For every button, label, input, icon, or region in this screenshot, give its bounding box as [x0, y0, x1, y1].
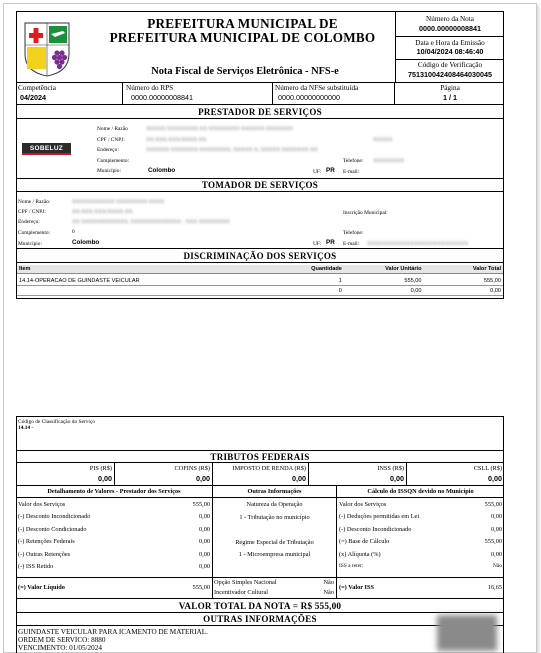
municipal-crest: [17, 20, 77, 78]
regime-label: Regime Especial de Tributação: [235, 539, 314, 546]
detalhamento-list: [18, 501, 210, 575]
outras-info-line-2: ORDEM DE SERVICO: 8880: [18, 636, 106, 644]
nfse-substituida-value: 0000.00000000000: [278, 93, 340, 102]
services-table-header: [17, 265, 503, 274]
header-title-line2: PREFEITURA MUNICIPAL DE COLOMBO: [109, 30, 376, 45]
table-cell: [17, 286, 291, 296]
codigo-verificacao-value: 751310042408464030045: [408, 70, 492, 79]
pagina-value: 1 / 1: [443, 93, 457, 102]
list-item: [339, 563, 502, 575]
detalhamento-value: 0,00: [198, 525, 210, 533]
tributos-bottom-border: [16, 485, 504, 486]
services-col-quantidade: Quantidade: [291, 265, 344, 274]
prestador-nome-value: XXXXX XXXXXXXX XX XXXXXXXX XXXXXX XXXXXXX: [146, 126, 293, 132]
tomador-cpf-label: CPF / CNPJ:: [18, 209, 46, 215]
prestador-inscricao-value: XXXXX: [373, 137, 393, 143]
issqn-label: ISS a reter:: [339, 562, 364, 569]
tributos-top-border: [16, 450, 504, 451]
issqn-value: 0,00: [490, 550, 502, 558]
detalhamento-value: 0,00: [198, 538, 210, 546]
tributos-title-border: [16, 462, 504, 463]
prestador-email-label: E-mail:: [343, 169, 360, 175]
prestador-cpf-value: XX.XXX.XXX/XXXX-XX: [146, 137, 207, 143]
valor-liquido-label: (=) Valor Líquido: [18, 584, 65, 591]
issqn-title: Cálculo do ISSQN devido no Município: [367, 488, 474, 495]
simples-value: Não: [323, 579, 334, 586]
details-bottom-border: [16, 598, 504, 599]
table-cell: 555,00: [344, 274, 424, 286]
incentivador-value: Não: [323, 589, 334, 596]
detalhamento-label: (-) ISS Retido: [18, 562, 54, 570]
imposto-renda-value: 0,00: [292, 474, 306, 483]
numero-rps-value: 0000.00000008841: [131, 93, 193, 102]
competencia-label: Competência: [18, 84, 56, 92]
detalhamento-label: (-) Retenções Federais: [18, 538, 75, 546]
prestador-logo: [22, 143, 71, 155]
header-divider-2: [395, 59, 504, 60]
issqn-value: 555,00: [484, 501, 502, 508]
liquido-divider: [16, 577, 212, 578]
list-item: [339, 513, 502, 525]
qr-code: [437, 615, 497, 651]
numero-nota-label: Número da Nota: [426, 15, 474, 23]
list-item: [18, 526, 210, 538]
services-col-item: Item: [17, 265, 291, 274]
table-cell: 0: [291, 286, 344, 296]
list-item: [18, 501, 210, 513]
issqn-list: [339, 501, 502, 575]
pis-value: 0,00: [98, 474, 112, 483]
detalhamento-label: (-) Outras Retenções: [18, 550, 71, 558]
list-item: [18, 538, 210, 550]
issqn-label: (-) Desconto Incondicionado: [339, 525, 412, 533]
details-title-border: [16, 497, 504, 498]
list-item: [339, 551, 502, 563]
prestador-title: PRESTADOR DE SERVIÇOS: [198, 107, 322, 117]
issqn-value: 0,00: [490, 525, 502, 533]
issqn-label: (x) Alíquota (%): [339, 550, 381, 558]
outras-info-line-3: VENCIMENTO: 01/05/2024: [18, 644, 102, 652]
csll-value: 0,00: [488, 474, 502, 483]
prestador-telefone-label: Telefone:: [343, 158, 364, 164]
prestador-complemento-label: Complemento:: [97, 158, 130, 164]
pagina-label: Página: [440, 84, 460, 92]
simples-divider: [213, 577, 336, 578]
list-item: [339, 501, 502, 513]
valor-iss-value: 16,65: [487, 584, 502, 591]
incentivador-label: Incentivador Cultural: [214, 589, 269, 596]
header-divider-1: [395, 36, 504, 37]
issqn-value: 0,00: [490, 513, 502, 521]
codigo-verificacao-label: Código de Verificação: [417, 61, 483, 69]
outras-informacoes-title: OUTRAS INFORMAÇÕES: [203, 614, 317, 624]
data-hora-value: 10/04/2024 08:46:40: [416, 47, 484, 56]
list-item: [339, 538, 502, 550]
detalhamento-value: 555,00: [192, 501, 210, 508]
tomador-complemento-value: 0: [72, 229, 75, 235]
prestador-municipio-label: Município:: [97, 168, 121, 174]
detalhamento-label: (-) Desconto Incondicionado: [18, 513, 91, 521]
competencia-value: 04/2024: [20, 93, 46, 102]
prestador-uf-value: PR: [326, 167, 335, 174]
tomador-uf-value: PR: [326, 239, 335, 246]
details-divider-2: [336, 486, 337, 598]
classificacao-label: Código de Classificação do Serviço: [18, 419, 95, 425]
tomador-cpf-value: XX.XXX.XXX/XXXX-XX: [72, 209, 133, 215]
list-item: [18, 563, 210, 575]
tomador-telefone-label: Telefone:: [343, 230, 364, 236]
valor-liquido-value: 555,00: [192, 584, 210, 591]
detalhamento-label: (-) Desconto Condicionado: [18, 525, 87, 533]
list-item: [18, 513, 210, 525]
valor-iss-label: (=) Valor ISS: [339, 584, 374, 591]
detalhamento-value: 0,00: [198, 513, 210, 521]
valor-iss-divider: [337, 577, 504, 578]
natureza-value: 1 - Tributação no município: [239, 514, 310, 521]
classificacao-value: 14.14 -: [18, 425, 34, 431]
issqn-label: (=) Base de Cálculo: [339, 538, 390, 546]
prestador-endereco-label: Endereço:: [97, 147, 119, 153]
table-row: [17, 274, 503, 286]
tomador-municipio-label: Município:: [18, 241, 42, 247]
services-col-valor-unitario: Valor Unitário: [344, 265, 424, 274]
issqn-value: Não: [493, 562, 502, 569]
data-hora-label: Data e Hora da Emissão: [415, 39, 485, 47]
csll-label: CSLL (R$): [473, 465, 502, 472]
numero-rps-label: Número do RPS: [126, 84, 174, 92]
tomador-complemento-label: Complemento:: [18, 230, 51, 236]
discriminacao-title: DISCRIMINAÇÃO DOS SERVIÇOS: [183, 251, 337, 261]
prestador-telefone-value: XXXXXXXX: [373, 158, 405, 164]
pis-label: PIS (R$): [89, 465, 112, 472]
list-item: [18, 551, 210, 563]
issqn-label: Valor dos Serviços: [339, 501, 387, 508]
tomador-title: TOMADOR DE SERVIÇOS: [201, 180, 319, 190]
tomador-endereco-label: Endereço:: [18, 219, 40, 225]
prestador-cpf-label: CPF / CNPJ:: [97, 137, 125, 143]
tomador-nome-value: XXXXXXXXXXX XXXXXXXX XXXX: [72, 199, 165, 205]
table-cell: 0,00: [344, 286, 424, 296]
prestador-nome-label: Nome / Razão: [97, 126, 128, 132]
tomador-municipio-value: Colombo: [72, 239, 100, 246]
natureza-label: Natureza da Operação: [246, 501, 303, 508]
table-cell: 14.14-OPERACAO DE GUINDASTE VEICULAR: [17, 274, 291, 286]
outras-info-mid-title: Outras Informações: [247, 488, 302, 495]
imposto-renda-label: IMPOSTO DE RENDA (R$): [232, 465, 306, 472]
valor-total-nota: VALOR TOTAL DA NOTA = R$ 555,00: [178, 601, 342, 611]
prestador-logo-text: SOBELUZ: [29, 145, 64, 152]
tomador-inscricao-label: Inscrição Municipal:: [343, 210, 388, 216]
detalhamento-value: 0,00: [198, 550, 210, 558]
header-title-line1: PREFEITURA MUNICIPAL DE: [147, 16, 338, 31]
outras-informacoes-title-border: [16, 625, 504, 626]
issqn-value: 555,00: [484, 538, 502, 546]
doc-title: Nota Fiscal de Serviços Eletrônica - NFS-e: [151, 66, 339, 77]
tomador-nome-label: Nome / Razão:: [18, 199, 51, 205]
table-row: [17, 286, 503, 296]
tomador-email-label: E-mail:: [343, 241, 360, 247]
table-cell: 1: [291, 274, 344, 286]
cofins-value: 0,00: [196, 474, 210, 483]
inss-label: INSS (R$): [377, 465, 404, 472]
list-item: [339, 526, 502, 538]
table-cell: 555,00: [424, 274, 504, 286]
numero-nota-value: 0000.00000008841: [419, 24, 481, 33]
prestador-uf-label: UF:: [313, 169, 322, 175]
cofins-label: COFINS (R$): [174, 465, 210, 472]
detalhamento-value: 0,00: [198, 562, 210, 570]
table-cell: 0,00: [424, 286, 504, 296]
tributos-title: TRIBUTOS FEDERAIS: [210, 452, 310, 462]
tomador-email-value: XXXXXXXXXXXXXXXXXXXXXXXXXX: [367, 241, 469, 247]
tomador-endereco-value: XX XXXXXXXXXXXX, XXXXXXXXXXXXX - XXX XXXXXXXX: [72, 219, 230, 225]
simples-label: Opção Simples Nacional: [214, 579, 277, 586]
prestador-endereco-value: XXXXXX XXXXXXX XXXXXXXX, XXXXX X, XXXXX XXXXXXX XX: [146, 147, 318, 153]
issqn-label: (-) Deduções permitidas em Lei: [339, 513, 420, 521]
outras-info-line-1: GUINDASTE VEICULAR PARA ICAMENTO DE MATERIAL.: [18, 628, 208, 636]
total-bottom-border: [16, 612, 504, 613]
nfse-substituida-label: Número da NFSe substituída: [275, 84, 359, 92]
inss-value: 0,00: [390, 474, 404, 483]
services-table: [17, 265, 503, 296]
services-col-valor-total: Valor Total: [424, 265, 504, 274]
prestador-municipio-value: Colombo: [148, 167, 176, 174]
detalhamento-label: Valor dos Serviços: [18, 501, 66, 508]
regime-value: 1 - Microempresa municipal: [238, 551, 311, 558]
detalhamento-title: Detalhamento de Valores - Prestador dos Serviços: [47, 488, 181, 495]
tomador-uf-label: UF:: [313, 241, 322, 247]
